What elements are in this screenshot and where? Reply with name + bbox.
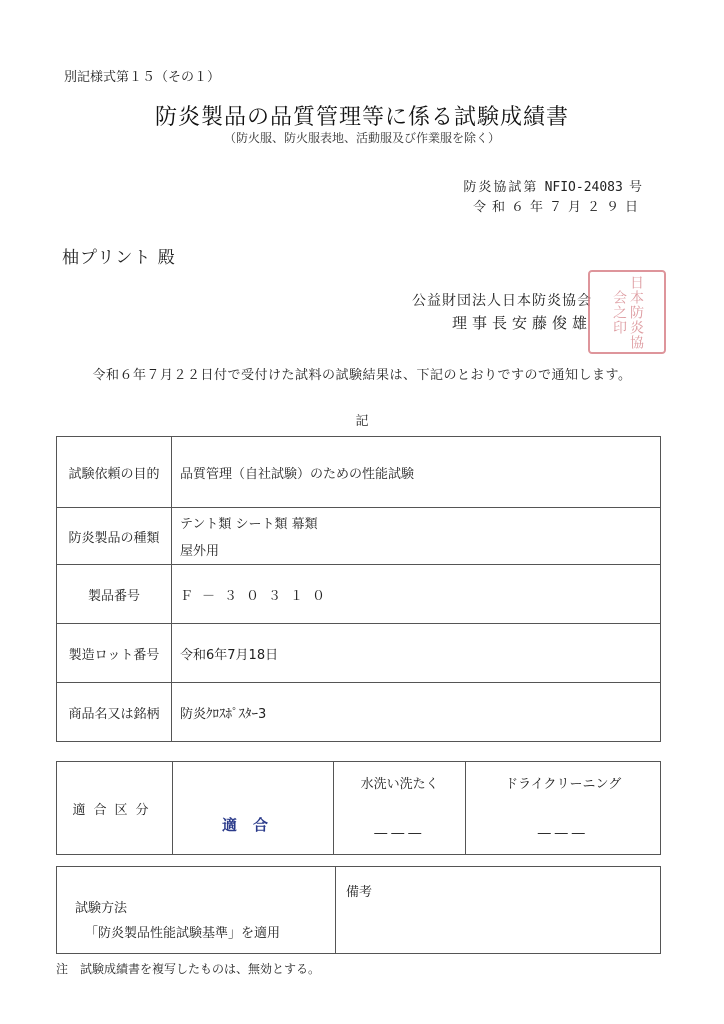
water-wash-cell (334, 762, 466, 855)
row-label-product-type: 防炎製品の種類 (57, 508, 172, 565)
document-number-value: NFIO-24083 (544, 180, 623, 195)
table-row (57, 683, 661, 742)
row-value-purpose: 品質管理（自社試験）のための性能試験 (172, 437, 661, 508)
issuer-organization: 公益財団法人日本防炎協会 (412, 293, 592, 309)
document-subtitle: （防火服、防火服表地、活動服及び作業服を除く） (223, 131, 500, 145)
document-date: 令和６年７月２９日 (472, 200, 644, 215)
judgement-result-cell (173, 762, 334, 855)
judgement-label: 適合区分 (57, 762, 173, 855)
table-row (57, 565, 661, 624)
row-value-product-number: Ｆ－３０３１０ (172, 565, 661, 624)
document-number-prefix: 防炎協試第 (463, 180, 539, 195)
document-number (463, 176, 644, 195)
dry-clean-header: ドライクリーニング (505, 777, 622, 792)
row-value-lot-number: 令和6年7月18日 (172, 624, 661, 683)
table-row (57, 437, 661, 508)
dry-clean-value: ――― (537, 826, 589, 841)
row-label-purpose: 試験依頼の目的 (57, 437, 172, 508)
official-seal-stamp: 日本防炎協会之印 (588, 270, 666, 354)
document-number-suffix: 号 (628, 180, 644, 195)
table-row (57, 762, 661, 855)
row-value-product-type (172, 508, 661, 565)
test-method-value: 「防炎製品性能試験基準」を適用 (85, 926, 281, 941)
dry-clean-cell (466, 762, 661, 855)
product-type-sub: 屋外用 (180, 544, 220, 559)
test-method-label: 試験方法 (75, 901, 128, 916)
issuer-chair: 理事長安藤俊雄 (451, 314, 592, 332)
test-method-box (56, 866, 661, 954)
ki-heading: 記 (355, 414, 369, 429)
table-row (57, 508, 661, 565)
row-label-brand: 商品名又は銘柄 (57, 683, 172, 742)
product-type-main: テント類 シート類 幕類 (180, 517, 318, 532)
document-title: 防炎製品の品質管理等に係る試験成績書 (154, 105, 569, 130)
form-number: 別記様式第１５（その１） (64, 70, 221, 85)
water-wash-value: ――― (374, 826, 426, 841)
judgement-table (56, 761, 661, 855)
details-table (56, 436, 661, 742)
row-label-lot-number: 製造ロット番号 (57, 624, 172, 683)
judgement-result: 適合 (221, 815, 284, 834)
remarks-cell (336, 867, 660, 953)
row-label-product-number: 製品番号 (57, 565, 172, 624)
notice-text: 令和６年７月２２日付で受付けた試料の試験結果は、下記のとおりですので通知します。 (92, 368, 632, 383)
remarks-label: 備考 (346, 885, 373, 900)
water-wash-header: 水洗い洗たく (360, 777, 439, 792)
test-method-cell (57, 867, 336, 953)
row-value-brand: 防炎ｸﾛｽﾎﾟｽﾀｰ3 (172, 683, 661, 742)
addressee: 柚プリント 殿 (62, 248, 176, 268)
footnote: 注 試験成績書を複写したものは、無効とする。 (56, 962, 321, 976)
table-row (57, 624, 661, 683)
